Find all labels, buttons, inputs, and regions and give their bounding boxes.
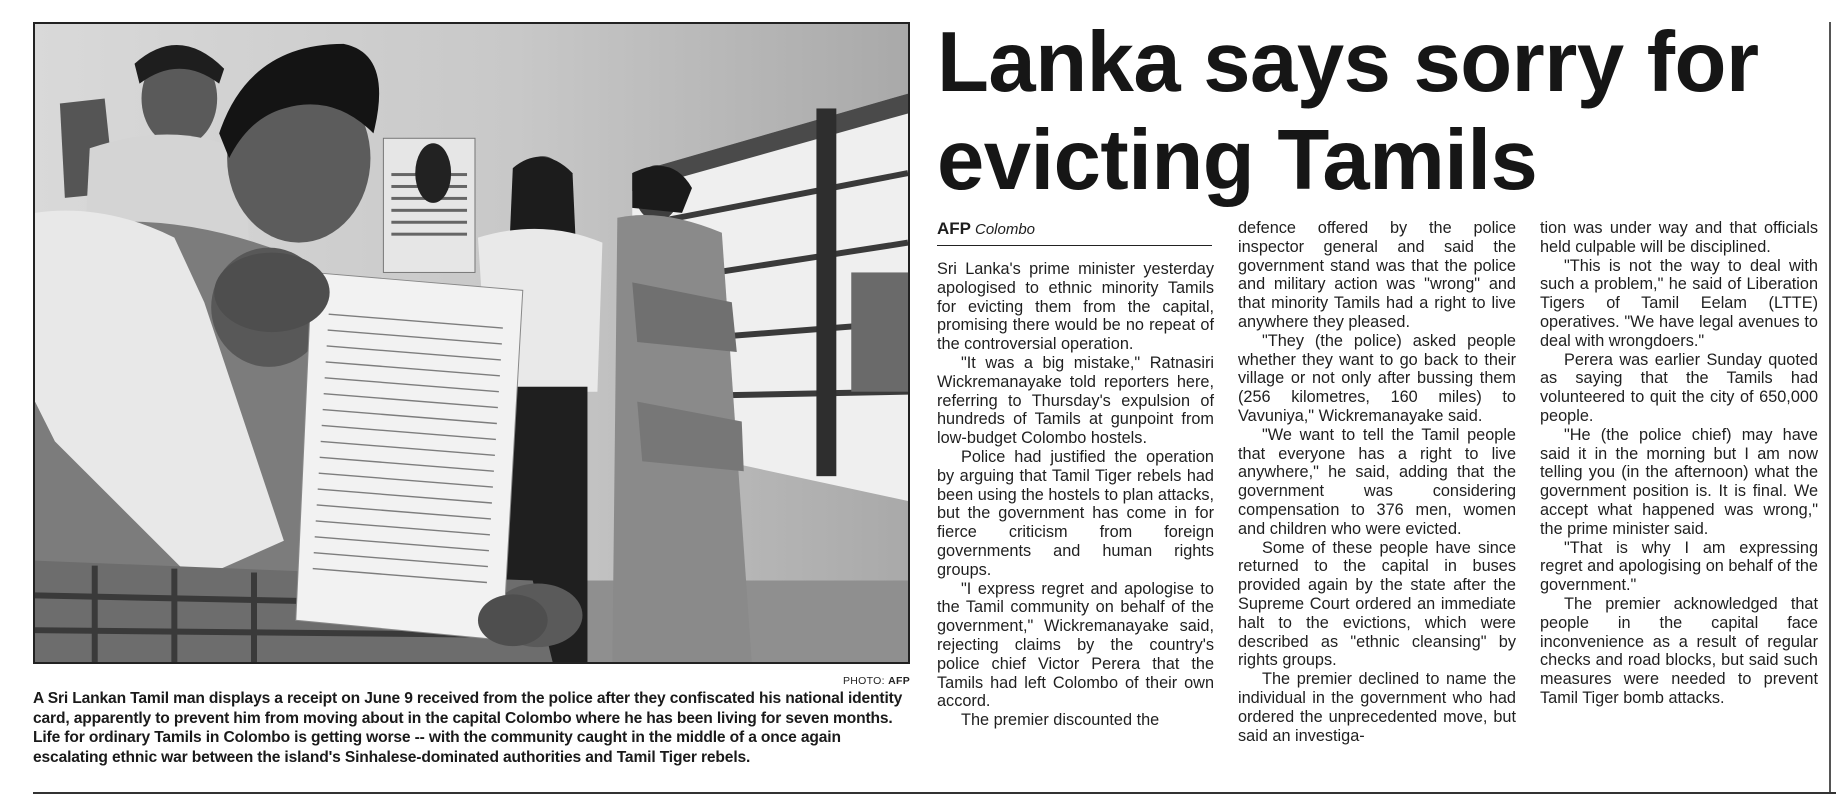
photo-credit-source: AFP (888, 675, 910, 687)
paragraph: "They (the police) asked people whether they want to go back to their village or not only after bussing them (256 kilometres, 160 miles) to Vavuniya," Wickremanayake said. (1238, 331, 1516, 425)
paragraph: The premier discounted the (961, 711, 1160, 730)
news-photo (33, 22, 910, 664)
paragraph: "It was a big mistake," Ratnasiri Wickremanayake told reporters here, referring to Thursday's expulsion of hundreds of Tamils at gunpoint from low-budget Colombo hostels. (937, 353, 1214, 448)
paragraph: tion was under way and that officials held culpable will be disciplined. (1540, 219, 1818, 256)
byline (937, 219, 1212, 246)
calendar-shape (383, 138, 475, 272)
paragraph: "We want to tell the Tamil people that everyone has a right to live anywhere," he said, adding that the government was considering compensation to 376 men, women and children who were evicted. (1238, 425, 1516, 538)
paragraph: defence offered by the police inspector general and said the government stand was that the police and military action was "wrong" and that minority Tamils had a right to live anywhere they pleased. (1238, 219, 1516, 331)
paragraph: "I express regret and apologise to the Tamil community on behalf of the government," Wickremanayake said, rejecting claims by the country's police chief Victor Perera that the Tamils had left Colombo of their own accord. (937, 579, 1214, 711)
paragraph: The premier declined to name the individual in the government who had ordered the unprecedented move, but said an investiga- (1238, 670, 1516, 745)
column-rule (1829, 22, 1831, 792)
article-column-3 (1540, 219, 1818, 708)
paragraph: Perera was earlier Sunday quoted as saying that the Tamils had volunteered to quit the city of 650,000 people. (1540, 350, 1818, 425)
paragraph: "That is why I am expressing regret and apologising on behalf of the government." (1540, 538, 1818, 595)
photo-illustration (35, 24, 908, 662)
bottom-rule (33, 792, 1836, 794)
byline-dateline: Colombo (975, 221, 1036, 238)
article-column-2 (1238, 219, 1516, 745)
paragraph: The premier acknowledged that people in the capital face inconvenience as a result of regular checks and road blocks, but said such measures were needed to prevent Tamil Tiger bomb attacks. (1540, 594, 1818, 707)
headline: Lanka says sorry for evicting Tamils (937, 15, 1759, 208)
receipt-paper (296, 272, 523, 640)
photo-credit (33, 675, 910, 687)
paragraph: "He (the police chief) may have said it in the morning but I am now telling you (in the afternoon) what the government position is. It is final. We accept what happened was wrong," the prime minister said. (1540, 425, 1818, 538)
paragraph: Sri Lanka's prime minister yesterday apologised to ethnic minority Tamils for evicting them from the capital, promising there would be no repeat of the controversial operation. (937, 260, 1214, 354)
article-column-1 (937, 260, 1214, 730)
paragraph: Some of these people have since returned to the capital in buses provided again by the state after the Supreme Court ordered an immediate halt to the evictions, which were described as "ethnic cleansing" by rights groups. (1238, 538, 1516, 670)
paragraph: Police had justified the operation by arguing that Tamil Tiger rebels had been using the hostels to plan attacks, but the government has come in for fierce criticism from foreign governments and human rights groups. (937, 447, 1214, 579)
photo-credit-label: PHOTO: (843, 675, 889, 687)
photo-caption: A Sri Lankan Tamil man displays a receipt on June 9 received from the police after they confiscated his national identity card, apparently to prevent him from moving about in the capital Colombo where he has been living for seven months. Life for ordinary Tamils in Colombo is getting worse -- with the community caught in the middle of a once again escalating ethnic war between the island's Sinhalese-dominated authorities and Tamil Tiger rebels. (33, 690, 903, 766)
byline-agency: AFP (937, 219, 971, 238)
paragraph: "This is not the way to deal with such a problem," he said of Liberation Tigers of Tamil Eelam (LTTE) operatives. "We have legal avenues to deal with wrongdoers." (1540, 256, 1818, 350)
